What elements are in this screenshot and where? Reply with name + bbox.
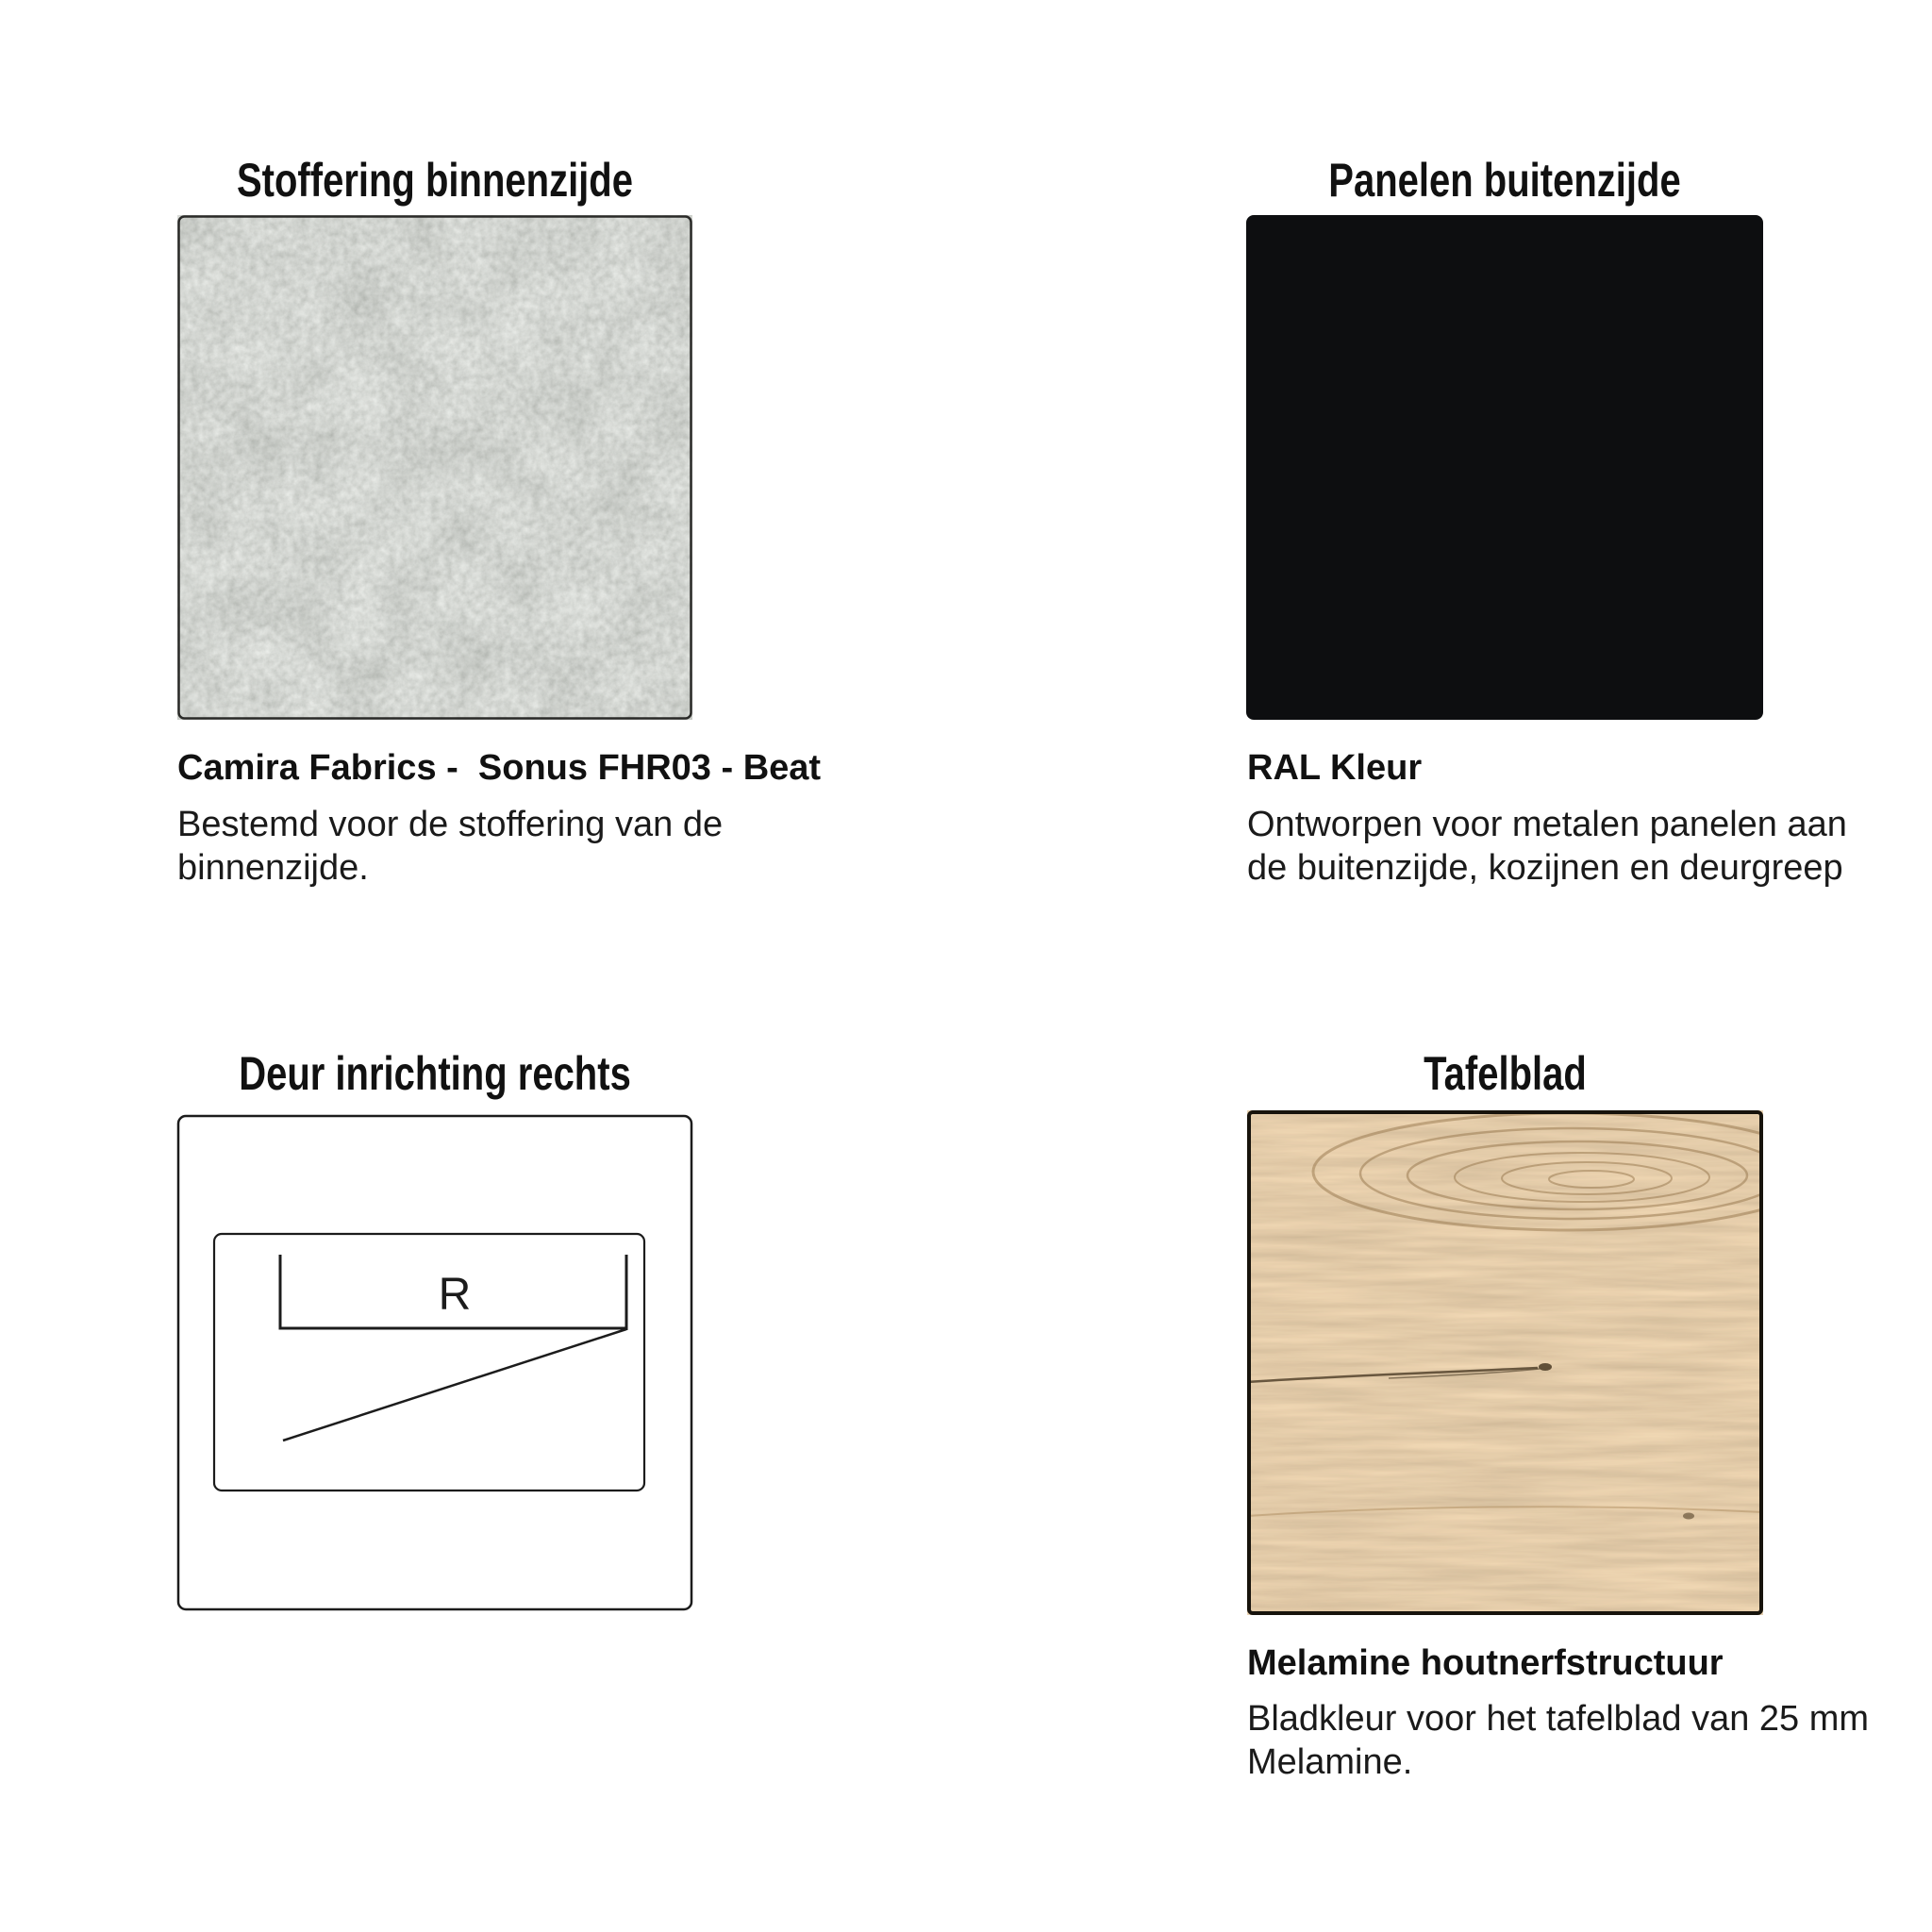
description-line: Ontworpen voor metalen panelen aan <box>1247 805 1847 844</box>
wood-texture <box>1247 1110 1763 1615</box>
diagram-outer-frame <box>178 1116 691 1609</box>
ral-swatch-image <box>1246 215 1763 720</box>
upholstery-heading: Stoffering binnenzijde <box>236 154 633 207</box>
door-layout-diagram <box>176 1114 693 1611</box>
description-line: de buitenzijde, kozijnen en deurgreep <box>1247 848 1843 888</box>
panels-description <box>1247 803 1847 890</box>
fabric-swatch-image <box>177 215 692 720</box>
door-heading: Deur inrichting rechts <box>239 1047 631 1100</box>
description-line: Melamine. <box>1247 1742 1413 1782</box>
description-line: Bladkleur voor het tafelblad van 25 mm <box>1247 1699 1870 1739</box>
upholstery-swatch-title: Camira Fabrics - Sonus FHR03 - Beat <box>177 748 822 788</box>
felt-texture <box>177 215 692 720</box>
door-right-label: R <box>438 1270 472 1320</box>
tabletop-swatch-title: Melamine houtnerfstructuur <box>1247 1643 1724 1683</box>
wood-knot <box>1683 1513 1694 1520</box>
panels-heading: Panelen buitenzijde <box>1328 154 1681 207</box>
description-line: Bestemd voor de stoffering van de <box>177 805 724 844</box>
tabletop-heading: Tafelblad <box>1424 1047 1587 1100</box>
panels-swatch-title: RAL Kleur <box>1247 748 1423 788</box>
tabletop-description <box>1247 1697 1869 1784</box>
description-line: binnenzijde. <box>177 848 369 888</box>
wood-swatch-image <box>1247 1110 1763 1615</box>
upholstery-description <box>177 803 723 890</box>
